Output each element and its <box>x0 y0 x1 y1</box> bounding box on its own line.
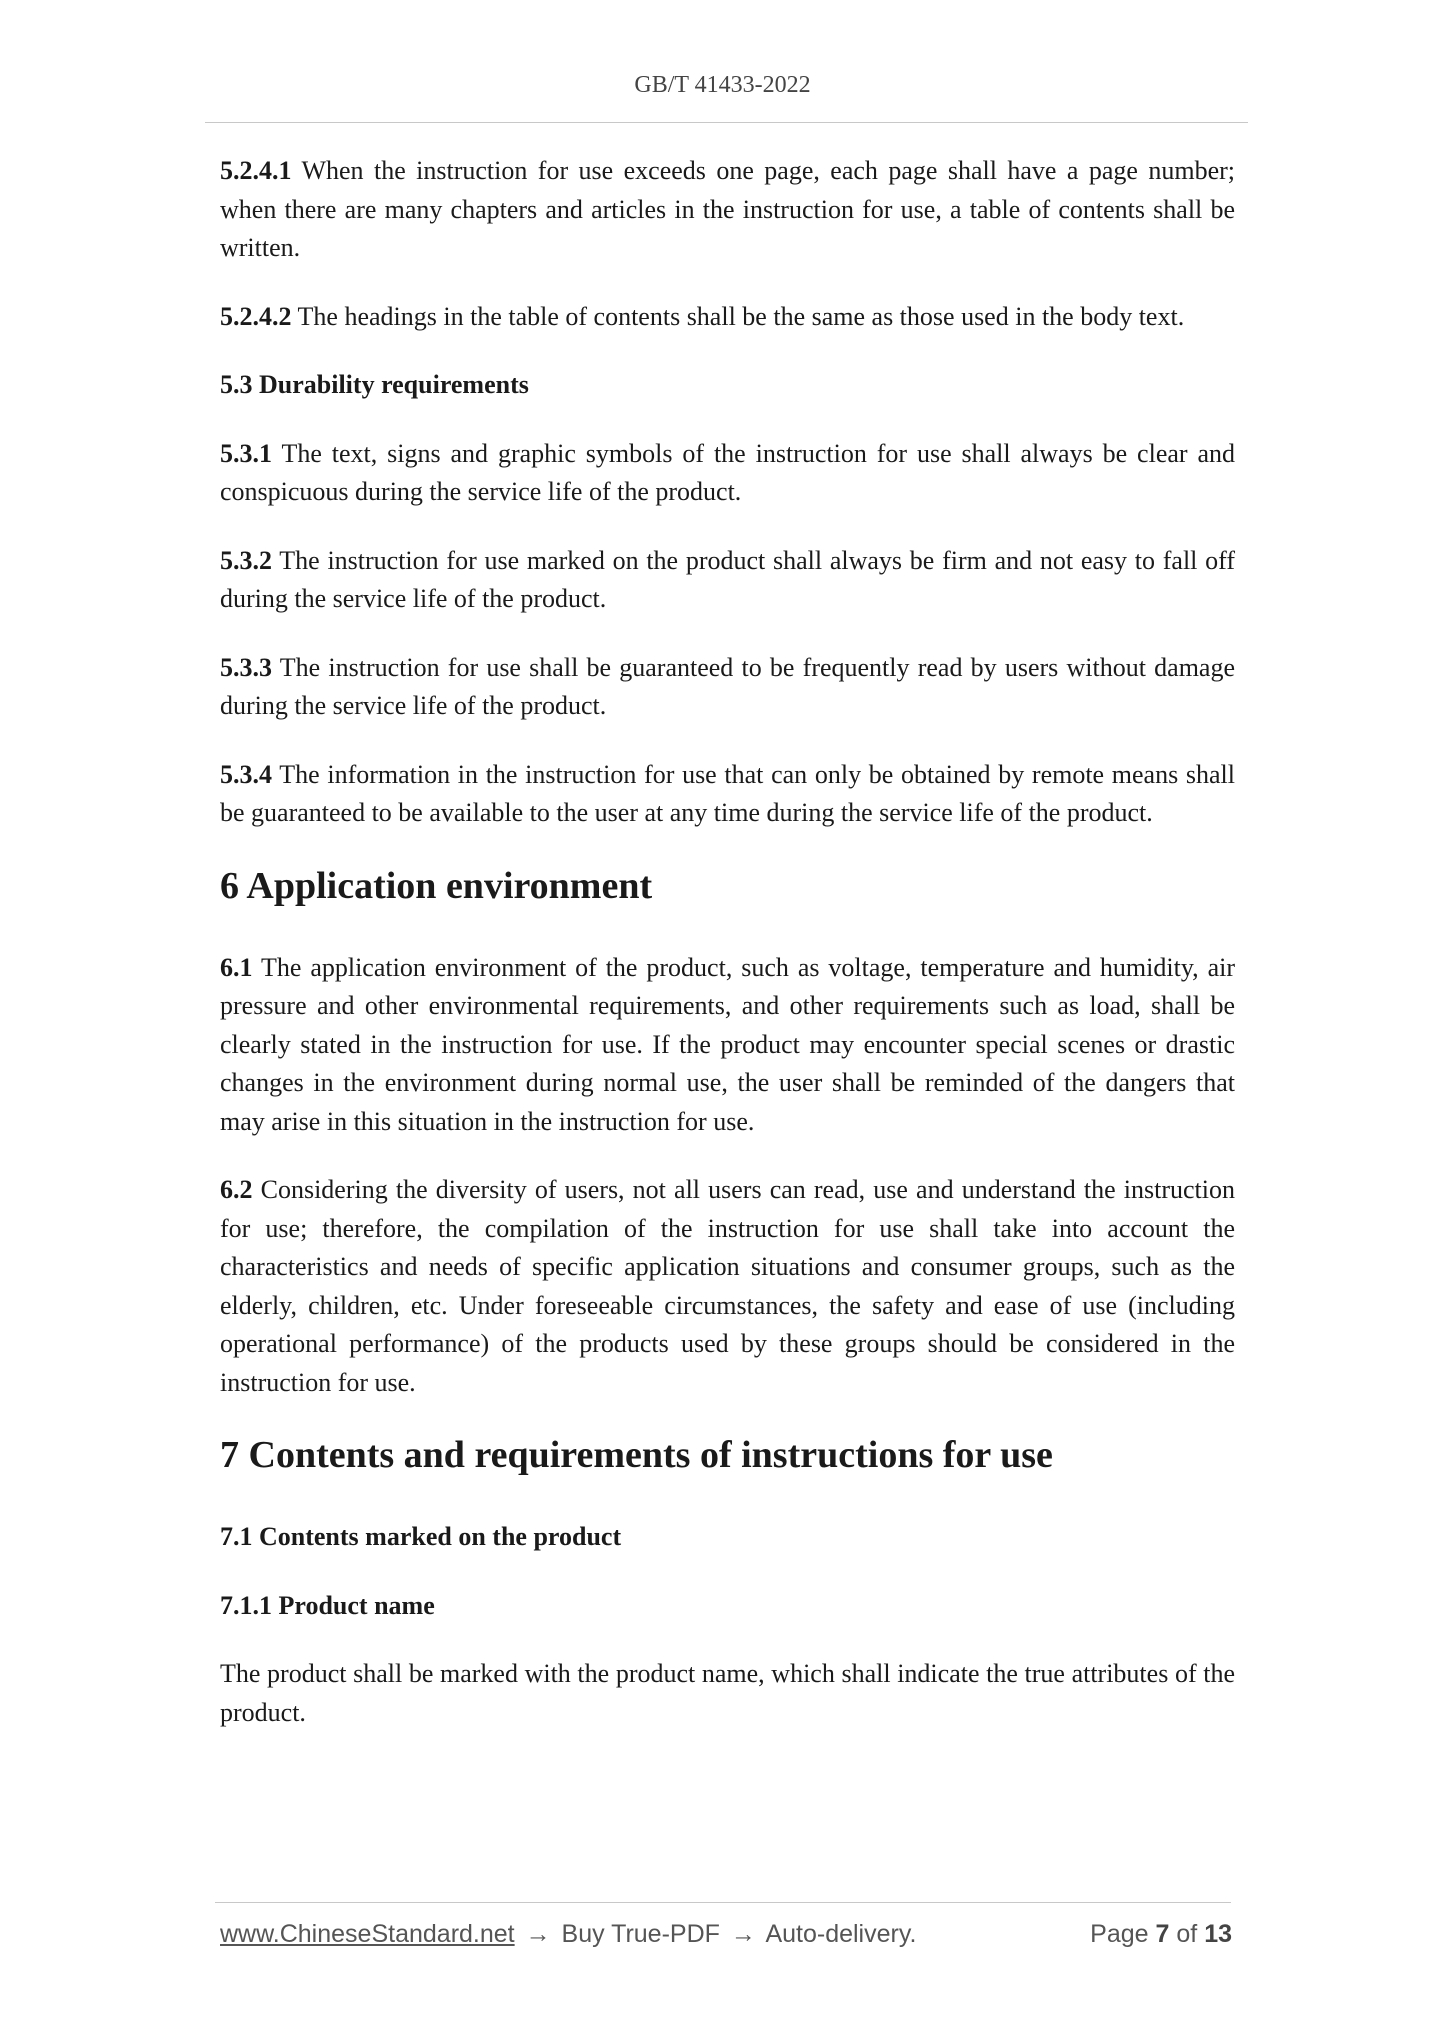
clause-7-1-1-text: The product shall be marked with the product name, which shall indicate the true attributes of the product. <box>220 1659 1235 1727</box>
clause-text: The application environment of the product, such as voltage, temperature and humidity, air pressure and other environmental requirements, and other requirements such as load, shall be clearly stated in the instruction for use. If the product may encounter special scenes or drastic changes in the environment during normal use, the user shall be reminded of the dangers that may arise in this situation in the instruction for use. <box>220 952 1235 1136</box>
clause-number: 5.2.4.2 <box>220 301 292 331</box>
clause-5-2-4-1 <box>220 152 1235 268</box>
clause-5-3-1 <box>220 435 1235 512</box>
clause-number: 6.1 <box>220 952 253 982</box>
clause-number: 6.2 <box>220 1175 253 1204</box>
header-divider <box>205 122 1248 123</box>
page-indicator <box>1090 1920 1232 1949</box>
page-current: 7 <box>1155 1920 1170 1948</box>
heading-section-7: 7 Contents and requirements of instructions for use <box>220 1434 1053 1476</box>
clause-number: 5.2.4.1 <box>220 156 292 185</box>
heading-7-1: 7.1 Contents marked on the product <box>220 1522 622 1551</box>
site-link[interactable]: www.ChineseStandard.net <box>220 1920 515 1948</box>
clause-number: 5.3.4 <box>220 759 272 789</box>
heading-7-1-1: 7.1.1 Product name <box>220 1590 435 1620</box>
arrow-right-icon: → <box>730 1920 756 1948</box>
clause-text: The instruction for use shall be guaranteed to be frequently read by users without damage during the service life of the product. <box>220 652 1236 720</box>
buy-true-pdf-text: Buy True-PDF <box>561 1920 720 1948</box>
clause-number: 5.3.1 <box>220 438 272 468</box>
page-footer <box>220 1920 1232 1949</box>
page-total: 13 <box>1204 1920 1232 1948</box>
clause-text: The text, signs and graphic symbols of the instruction for use shall always be clear and conspicuous during the service life of the product. <box>220 438 1235 506</box>
arrow-right-icon: → <box>525 1920 551 1948</box>
clause-text: The instruction for use marked on the product shall always be firm and not easy to fall off during the service life of the product. <box>220 545 1235 613</box>
clause-text: The headings in the table of contents shall be the same as those used in the body text. <box>297 301 1185 331</box>
document-body <box>220 152 1235 1762</box>
clause-5-3-3 <box>220 649 1235 726</box>
clause-5-3-4 <box>220 756 1235 833</box>
clause-text: Considering the diversity of users, not all users can read, use and understand the instruction for use; therefore, the compilation of the instruction for use shall take into account the characteristics and needs of specific application situations and consumer groups, such as the elderly, children, etc. Under foreseeable circumstances, the safety and ease of use (including operational performance) of the products used by these groups should be considered in the instruction for use. <box>220 1175 1235 1397</box>
document-id-header: GB/T 41433-2022 <box>634 72 811 98</box>
clause-5-2-4-2 <box>220 298 1235 337</box>
clause-number: 5.3.2 <box>220 545 272 575</box>
clause-6-2 <box>220 1171 1235 1402</box>
clause-6-1 <box>220 949 1235 1142</box>
clause-text: The information in the instruction for use that can only be obtained by remote means shall be guaranteed to be available to the user at any time during the service life of the product. <box>220 759 1236 827</box>
clause-5-3-2 <box>220 542 1235 619</box>
page-label: Page <box>1090 1920 1149 1948</box>
auto-delivery-text: Auto-delivery. <box>765 1920 917 1948</box>
of-label: of <box>1176 1920 1198 1948</box>
heading-5-3: 5.3 Durability requirements <box>220 370 529 399</box>
clause-number: 5.3.3 <box>220 652 272 682</box>
heading-section-6: 6 Application environment <box>220 864 653 907</box>
footer-divider <box>215 1902 1231 1903</box>
clause-text: When the instruction for use exceeds one page, each page shall have a page number; when there are many chapters and articles in the instruction for use, a table of contents shall be written. <box>220 156 1235 262</box>
